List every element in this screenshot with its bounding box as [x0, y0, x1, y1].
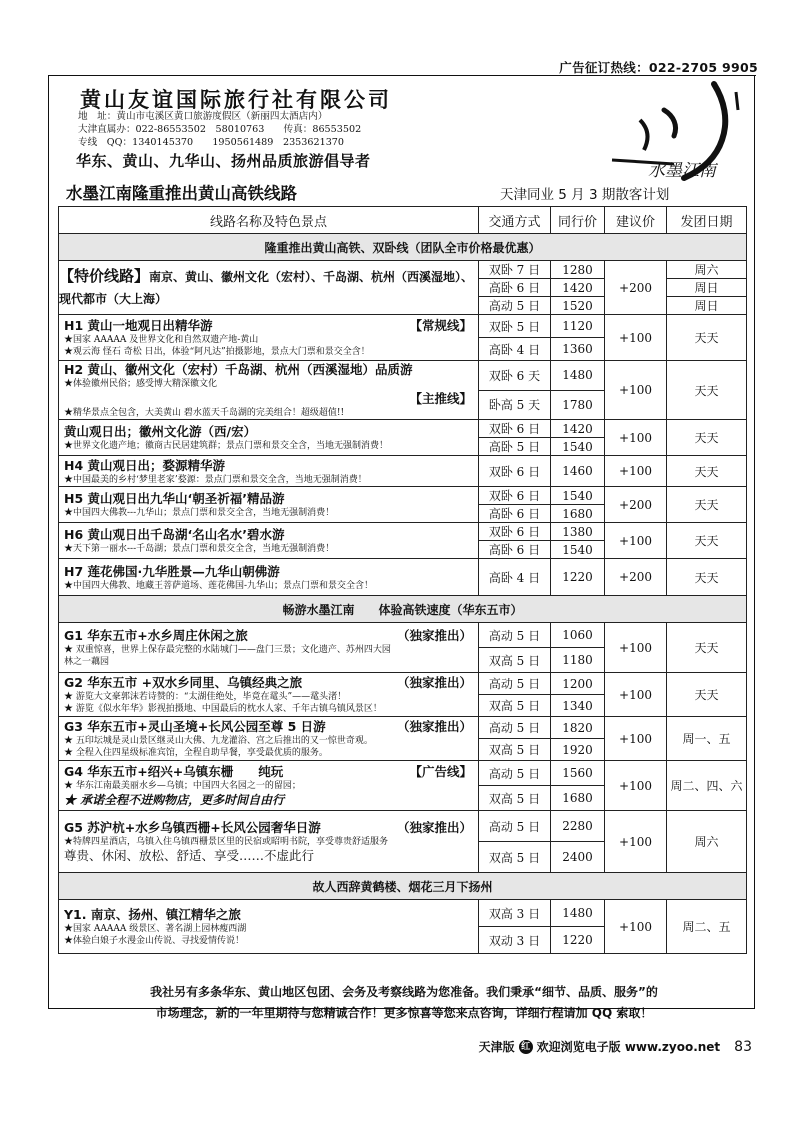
route-title: [64, 906, 478, 923]
route-name: Y1. 南京、扬州、镇江精华之旅: [64, 907, 241, 922]
route-name: G2 华东五市 +双水乡同里、乌镇经典之旅: [64, 675, 303, 690]
route-feature: ★精华景点全包含，大美黄山 碧水蓝天千岛湖的完美组合！超级超值!!: [64, 408, 345, 418]
suggest-cell: +100: [605, 761, 667, 811]
table-row: [59, 487, 747, 505]
table-row: [59, 523, 747, 541]
section-title: 畅游水墨江南 体验高铁速度（华东五市）: [59, 596, 747, 623]
date-cell: 周六: [667, 811, 747, 873]
ink-painting-logo: [604, 80, 750, 190]
transport-cell: 双高 5 日: [479, 786, 551, 811]
route-cell: [59, 623, 479, 673]
route-tag: 【主推线】: [409, 391, 472, 406]
transport-cell: 双卧 6 天: [479, 361, 551, 391]
suggest-cell: +100: [605, 361, 667, 420]
suggest-cell: +100: [605, 623, 667, 673]
route-name: H7 莲花佛国·九华胜景—九华山朝佛游: [64, 563, 280, 579]
route-cell: [59, 761, 479, 811]
route-feature: ★中国四大佛教、地藏王菩萨道场、莲花佛国-九华山；景点门票和景交全含！: [64, 580, 374, 591]
ad-hotline: 广告征订热线：022-2705 9905: [559, 60, 758, 75]
route-highlight: ★ 承诺全程不进购物店，更多时间自由行: [64, 793, 285, 807]
date-cell: 周二、五: [667, 900, 747, 954]
price-cell: 1060: [551, 623, 605, 648]
route-name: H5 黄山观日出九华山‘朝圣祈福’精品游: [64, 491, 285, 506]
date-cell: 天天: [667, 623, 747, 673]
special-text: 南京、黄山、徽州文化（宏村）、千岛湖、杭州（西溪湿地）、现代都市（大上海）: [59, 270, 474, 306]
price-cell: 1280: [551, 261, 605, 279]
transport-cell: 双动 3 日: [479, 927, 551, 954]
transport-cell: 高动 5 日: [479, 673, 551, 695]
route-feature: ★ 五印坛城是灵山景区继灵山大佛、九龙灌浴、宫之后推出的又一惊世奇观。: [64, 736, 373, 746]
transport-cell: 高卧 5 日: [479, 438, 551, 456]
route-feature: ★国家 AAAAA 级景区、著名湖上园林瘦西湖: [64, 924, 247, 934]
price-cell: 1120: [551, 315, 605, 338]
route-feature: ★天下第一丽水---千岛湖；景点门票和景交全含，当地无强制消费！: [64, 544, 335, 554]
route-name: G5 苏沪杭+水乡乌镇西栅+长风公园奢华日游: [64, 820, 321, 835]
route-feature: ★体验白娘子水漫金山传说、寻找爱情传说！: [64, 936, 245, 946]
route-feature: ★ 全程入住四星级标准宾馆，全程自助早餐，享受最优质的服务。: [64, 748, 328, 758]
transport-cell: 双高 5 日: [479, 695, 551, 717]
table-row: [59, 673, 747, 695]
transport-cell: 高卧 4 日: [479, 338, 551, 361]
price-cell: 1680: [551, 505, 605, 523]
price-cell: 1420: [551, 420, 605, 438]
route-feature: ★中国四大佛教---九华山；景点门票和景交全含，当地无强制消费！: [64, 508, 335, 518]
route-cell: [59, 487, 479, 523]
suggest-cell: +100: [605, 456, 667, 487]
price-cell: 1220: [551, 559, 605, 596]
price-cell: 1540: [551, 541, 605, 559]
price-cell: 1480: [551, 900, 605, 927]
route-feature: ★中国最美的乡村‘梦里老家’婺源：景点门票和景交全含，当地无强制消费！: [64, 474, 367, 485]
price-cell: 1220: [551, 927, 605, 954]
headline: 水墨江南隆重推出黄山高铁线路: [66, 184, 297, 203]
logo-text: 水墨江南: [648, 161, 716, 181]
route-feature: ★特牌四星酒店，乌镇入住乌镇西栅景区里的民宿或昭明书院，享受尊贵舒适服务: [64, 837, 389, 847]
price-cell: 1380: [551, 523, 605, 541]
route-name: H6 黄山观日出千岛湖‘名山名水’碧水游: [64, 527, 285, 542]
route-cell: [59, 315, 479, 361]
transport-cell: 高卧 6 日: [479, 505, 551, 523]
date-cell: 周二、四、六: [667, 761, 747, 811]
transport-cell: 双卧 5 日: [479, 315, 551, 338]
route-title: [64, 361, 478, 378]
date-cell: 天天: [667, 361, 747, 420]
col-date: 发团日期: [667, 207, 747, 234]
route-title: [64, 563, 478, 580]
section-row: [59, 596, 747, 623]
price-cell: 1920: [551, 739, 605, 761]
route-name: G1 华东五市+水乡周庄休闲之旅: [64, 628, 248, 643]
price-cell: 1540: [551, 438, 605, 456]
transport-cell: 高卧 6 日: [479, 541, 551, 559]
route-title: [64, 457, 478, 474]
table-row: [59, 559, 747, 596]
price-cell: 1560: [551, 761, 605, 786]
transport-cell: 双卧 6 日: [479, 456, 551, 487]
table-row: [59, 315, 747, 338]
route-title: [64, 317, 478, 334]
date-cell: 周日: [667, 279, 747, 297]
route-tag: 【常规线】: [409, 318, 472, 333]
price-cell: 1340: [551, 695, 605, 717]
table-header: [59, 207, 747, 234]
section-row: [59, 234, 747, 261]
route-feature: ★ 游览大文豪郭沫若诗赞的：“太湖佳绝处，毕竟在鼋头”——鼋头渚！: [64, 692, 347, 702]
special-tag: 【特价线路】: [59, 267, 150, 285]
footnote: [64, 982, 744, 1024]
price-cell: 1460: [551, 456, 605, 487]
col-route: 线路名称及特色景点: [59, 207, 479, 234]
table-row: [59, 420, 747, 438]
table-row: [59, 717, 747, 739]
transport-cell: 高动 5 日: [479, 717, 551, 739]
col-peer-price: 同行价: [551, 207, 605, 234]
footer: [479, 1038, 752, 1055]
route-tag: （独家推出）: [396, 675, 472, 690]
route-cell: [59, 523, 479, 559]
date-cell: 周六: [667, 261, 747, 279]
price-cell: 1540: [551, 487, 605, 505]
transport-cell: 双高 5 日: [479, 842, 551, 873]
transport-cell: 卧高 5 天: [479, 390, 551, 420]
suggest-cell: +100: [605, 315, 667, 361]
price-cell: 1200: [551, 673, 605, 695]
price-cell: 1520: [551, 297, 605, 315]
transport-cell: 双卧 6 日: [479, 523, 551, 541]
transport-cell: 高动 5 日: [479, 811, 551, 842]
route-table: [58, 206, 747, 954]
price-cell: 1780: [551, 390, 605, 420]
route-title: [64, 526, 478, 543]
route-cell: [59, 717, 479, 761]
col-transport: 交通方式: [479, 207, 551, 234]
price-cell: 1360: [551, 338, 605, 361]
route-cell: [59, 811, 479, 873]
suggest-cell: +200: [605, 261, 667, 315]
table-row: [59, 623, 747, 648]
route-cell: [59, 673, 479, 717]
route-feature: ★体验徽州民俗；感受博大精深徽文化: [64, 379, 218, 389]
route-name: G3 华东五市+灵山圣境+长风公园至尊 5 日游: [64, 719, 326, 734]
price-cell: 1680: [551, 786, 605, 811]
footnote-line: 我社另有多条华东、黄山地区包团、会务及考察线路为您准备。我们秉承“细节、品质、服务”的: [150, 985, 658, 999]
table-row: [59, 811, 747, 842]
route-tagline: 尊贵、休闲、放松、舒适、享受……不虚此行: [64, 848, 315, 863]
table-row: [59, 761, 747, 786]
page-number: 83: [734, 1038, 752, 1055]
red-badge-icon: 红: [519, 1040, 533, 1054]
price-cell: 1180: [551, 648, 605, 673]
route-feature: ★国家 AAAAA 及世界文化和自然双遗产地-黄山: [64, 335, 259, 345]
transport-cell: 高动 5 日: [479, 297, 551, 315]
ink-stroke: [664, 110, 676, 136]
route-feature: ★ 华东江南最美丽水乡—乌镇；中国四大名园之一的留园；: [64, 781, 301, 791]
route-name: H4 黄山观日出；婺源精华游: [64, 457, 226, 473]
suggest-cell: +100: [605, 420, 667, 456]
transport-cell: 高卧 4 日: [479, 559, 551, 596]
transport-cell: 高卧 6 日: [479, 279, 551, 297]
route-tag: （独家推出）: [396, 820, 472, 835]
route-name: G4 华东五市+绍兴+乌镇东栅 纯玩: [64, 764, 284, 779]
price-cell: 1480: [551, 361, 605, 391]
footnote-line: 市场理念，新的一年里期待与您精诚合作！更多惊喜等您来点咨询，详细行程请加 QQ 索取！: [155, 1006, 653, 1020]
tianjin-office: 大津直属办：022-86553502 58010763 传真：86553502: [78, 124, 362, 135]
table-row: [59, 261, 747, 279]
suggest-cell: +100: [605, 900, 667, 954]
price-cell: 2280: [551, 811, 605, 842]
table-row: [59, 361, 747, 391]
transport-cell: 双卧 6 日: [479, 487, 551, 505]
route-feature: ★观云海 怪石 奇松 日出，体验“阿凡达”拍摄影地，景点大门票和景交全含！: [64, 347, 370, 357]
date-cell: 天天: [667, 487, 747, 523]
company-slogan: 华东、黄山、九华山、扬州品质旅游倡导者: [76, 152, 371, 170]
plan-title: 天津同业 5 月 3 期散客计划: [500, 187, 670, 203]
route-title: [64, 763, 478, 780]
footer-text: 欢迎浏览电子版 www.zyoo.net: [536, 1040, 721, 1054]
section-title: 故人西辞黄鹤楼、烟花三月下扬州: [59, 873, 747, 900]
special-route-cell: [59, 261, 479, 315]
date-cell: 天天: [667, 559, 747, 596]
route-cell: [59, 361, 479, 420]
transport-cell: 高动 5 日: [479, 761, 551, 786]
transport-cell: 双卧 6 日: [479, 420, 551, 438]
date-cell: 周一、五: [667, 717, 747, 761]
date-cell: 周日: [667, 297, 747, 315]
transport-cell: 双高 3 日: [479, 900, 551, 927]
transport-cell: 双高 5 日: [479, 739, 551, 761]
route-feature: ★ 游览《似水年华》影视拍摄地、中国最后的枕水人家、千年古镇乌镇风景区！: [64, 704, 382, 714]
route-cell: [59, 900, 479, 954]
transport-cell: 高动 5 日: [479, 623, 551, 648]
route-title: [64, 674, 478, 691]
route-feature: ★ 双重惊喜，世界上保存最完整的水陆城门——盘门三景；文化遗产、苏州四大园: [64, 645, 391, 655]
qq-line: 专线 QQ：1340145370 1950561489 2353621370: [78, 137, 345, 148]
suggest-cell: +100: [605, 523, 667, 559]
route-feature: ★世界文化遗产地；徽商古民居建筑群；景点门票和景交全含，当地无强制消费！: [64, 441, 389, 451]
company-name: 黄山友谊国际旅行社有限公司: [80, 88, 392, 112]
date-cell: 天天: [667, 673, 747, 717]
edition-label: 天津版: [478, 1040, 515, 1054]
ink-stroke: [640, 120, 647, 150]
route-name: H1 黄山一地观日出精华游: [64, 318, 213, 333]
route-feature: 林之一藕园: [64, 657, 110, 667]
section-title: 隆重推出黄山高铁、双卧线（团队全市价格最优惠）: [59, 234, 747, 261]
route-title: [64, 423, 478, 440]
route-name: 黄山观日出；徽州文化游（西/宏）: [64, 424, 257, 439]
ink-stroke: [736, 92, 738, 110]
route-tag: （独家推出）: [396, 719, 472, 734]
col-suggest: 建议价: [605, 207, 667, 234]
route-tag: （独家推出）: [396, 628, 472, 643]
transport-cell: 双卧 7 日: [479, 261, 551, 279]
route-title: [64, 490, 478, 507]
date-cell: 天天: [667, 523, 747, 559]
route-cell: [59, 456, 479, 487]
suggest-cell: +100: [605, 717, 667, 761]
route-cell: [59, 420, 479, 456]
route-cell: [59, 559, 479, 596]
table-row: [59, 456, 747, 487]
price-cell: 1420: [551, 279, 605, 297]
route-title: [64, 627, 478, 644]
transport-cell: 双高 5 日: [479, 648, 551, 673]
route-tag: 【广告线】: [409, 764, 472, 779]
route-tag-row: [64, 390, 478, 407]
route-name: H2 黄山、徽州文化（宏村）千岛湖、杭州（西溪湿地）品质游: [64, 362, 413, 377]
company-address: 地 址：黄山市屯溪区黄口旅游度假区（新丽四太酒店内）: [78, 111, 328, 122]
route-title: [64, 718, 478, 735]
price-cell: 1820: [551, 717, 605, 739]
suggest-cell: +100: [605, 673, 667, 717]
date-cell: 天天: [667, 420, 747, 456]
route-title: [64, 819, 478, 836]
table-row: [59, 900, 747, 927]
section-row: [59, 873, 747, 900]
date-cell: 天天: [667, 315, 747, 361]
date-cell: 天天: [667, 456, 747, 487]
price-cell: 2400: [551, 842, 605, 873]
suggest-cell: +200: [605, 559, 667, 596]
suggest-cell: +200: [605, 487, 667, 523]
suggest-cell: +100: [605, 811, 667, 873]
